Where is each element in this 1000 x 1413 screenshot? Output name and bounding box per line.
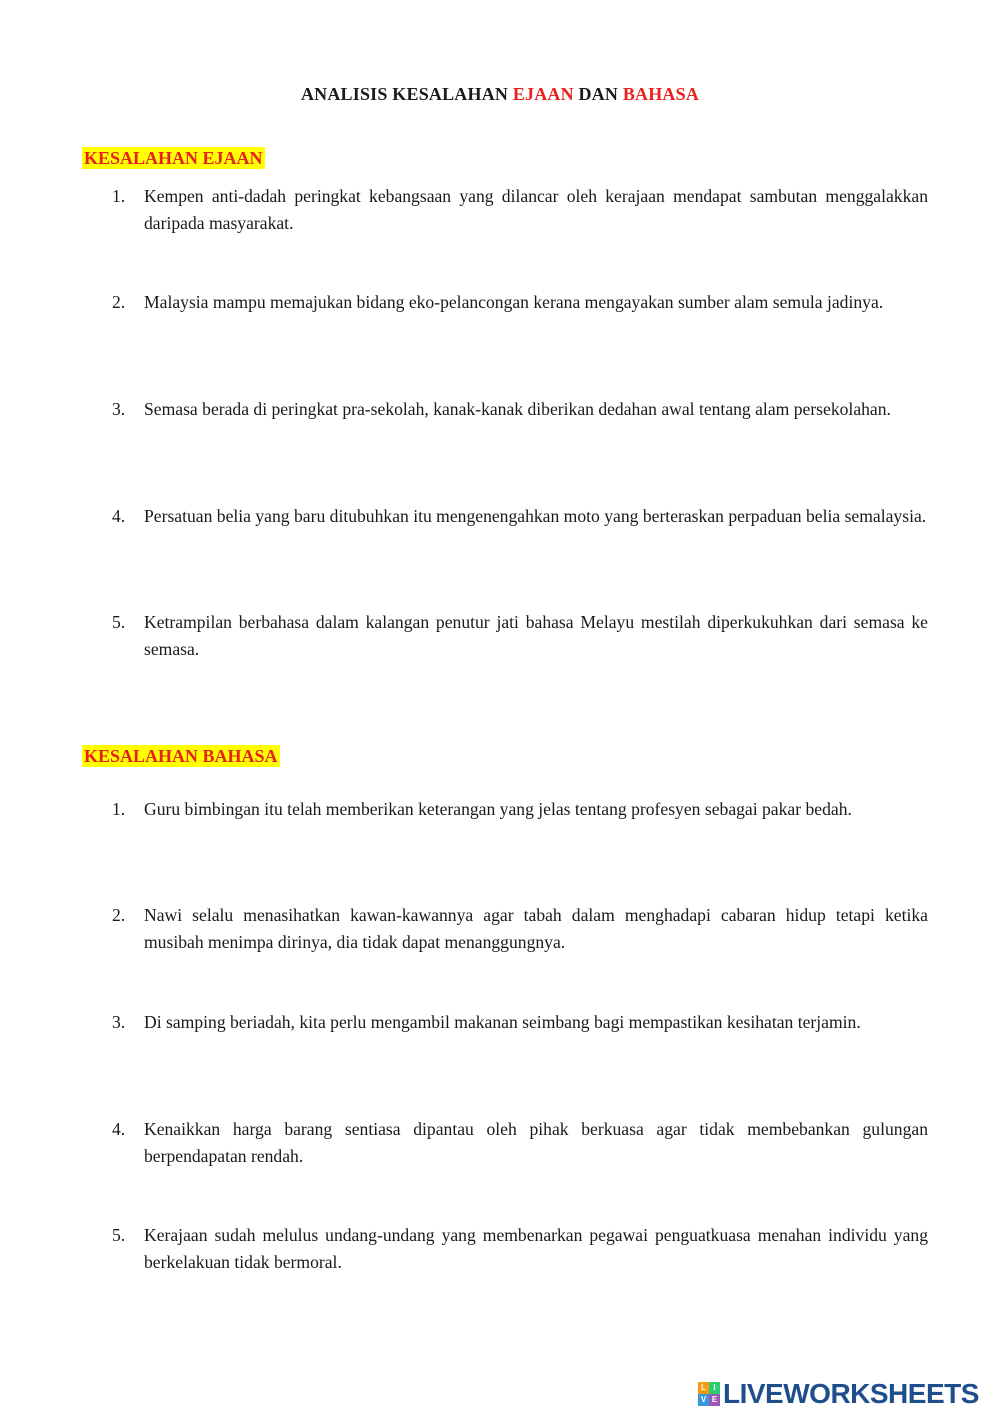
- item-number: 4.: [112, 506, 126, 526]
- list-item: [112, 503, 928, 530]
- item-number: 1.: [112, 186, 126, 206]
- list-item: [112, 289, 928, 316]
- item-text: Kempen anti-dadah peringkat kebangsaan yang dilancar oleh kerajaan mendapat sambutan menggalakkan daripada masyarakat.: [144, 186, 928, 233]
- item-text: Guru bimbingan itu telah memberikan keterangan yang jelas tentang profesyen sebagai pakar bedah.: [144, 799, 852, 819]
- liveworksheets-logo-icon: [698, 1382, 720, 1406]
- item-number: 5.: [112, 1225, 126, 1245]
- item-text: Semasa berada di peringkat pra-sekolah, kanak-kanak diberikan dedahan awal tentang alam persekolahan.: [144, 399, 891, 419]
- item-text: Kenaikkan harga barang sentiasa dipantau oleh pihak berkuasa agar tidak membebankan gulungan berpendapatan rendah.: [144, 1119, 928, 1166]
- list-item: [112, 1116, 928, 1170]
- item-text: Nawi selalu menasihatkan kawan-kawannya agar tabah dalam menghadapi cabaran hidup tetapi ketika musibah menimpa dirinya, dia tidak dapat menanggungnya.: [144, 905, 928, 952]
- list-item: [112, 1222, 928, 1276]
- item-number: 3.: [112, 399, 126, 419]
- item-text: Kerajaan sudah melulus undang-undang yang membenarkan pegawai penguatkuasa menahan individu yang berkelakuan tidak bermoral.: [144, 1225, 928, 1272]
- item-number: 5.: [112, 612, 126, 632]
- liveworksheets-logo-text: LIVEWORKSHEETS: [723, 1378, 979, 1409]
- logo-letter: I: [709, 1382, 720, 1394]
- item-number: 4.: [112, 1119, 126, 1139]
- list-item: [112, 609, 928, 663]
- title-part-2: EJAAN: [512, 84, 574, 104]
- title-part-3: DAN: [573, 84, 623, 104]
- logo-letter: L: [698, 1382, 709, 1394]
- section-heading-ejaan: KESALAHAN EJAAN: [84, 148, 263, 168]
- list-item: [112, 1009, 928, 1036]
- page-title: [0, 84, 1000, 105]
- list-item: [112, 796, 928, 823]
- logo-letter: E: [709, 1394, 720, 1406]
- section-heading-bahasa: KESALAHAN BAHASA: [84, 746, 278, 766]
- title-part-4: BAHASA: [622, 84, 700, 104]
- item-number: 2.: [112, 292, 126, 312]
- item-number: 1.: [112, 799, 126, 819]
- title-part-1: ANALISIS KESALAHAN: [300, 84, 513, 104]
- item-text: Malaysia mampu memajukan bidang eko-pelancongan kerana mengayakan sumber alam semula jadinya.: [144, 292, 884, 312]
- item-text: Di samping beriadah, kita perlu mengambil makanan seimbang bagi mempastikan kesihatan terjamin.: [144, 1012, 861, 1032]
- item-text: Persatuan belia yang baru ditubuhkan itu mengenengahkan moto yang berteraskan perpaduan belia semalaysia.: [144, 506, 927, 526]
- list-item: [112, 902, 928, 956]
- liveworksheets-logo[interactable]: [698, 1378, 979, 1410]
- list-item: [112, 183, 928, 237]
- list-item: [112, 396, 928, 423]
- logo-letter: V: [698, 1394, 709, 1406]
- item-number: 3.: [112, 1012, 126, 1032]
- item-number: 2.: [112, 905, 126, 925]
- item-text: Ketrampilan berbahasa dalam kalangan penutur jati bahasa Melayu mestilah diperkukuhkan dari semasa ke semasa.: [144, 612, 928, 659]
